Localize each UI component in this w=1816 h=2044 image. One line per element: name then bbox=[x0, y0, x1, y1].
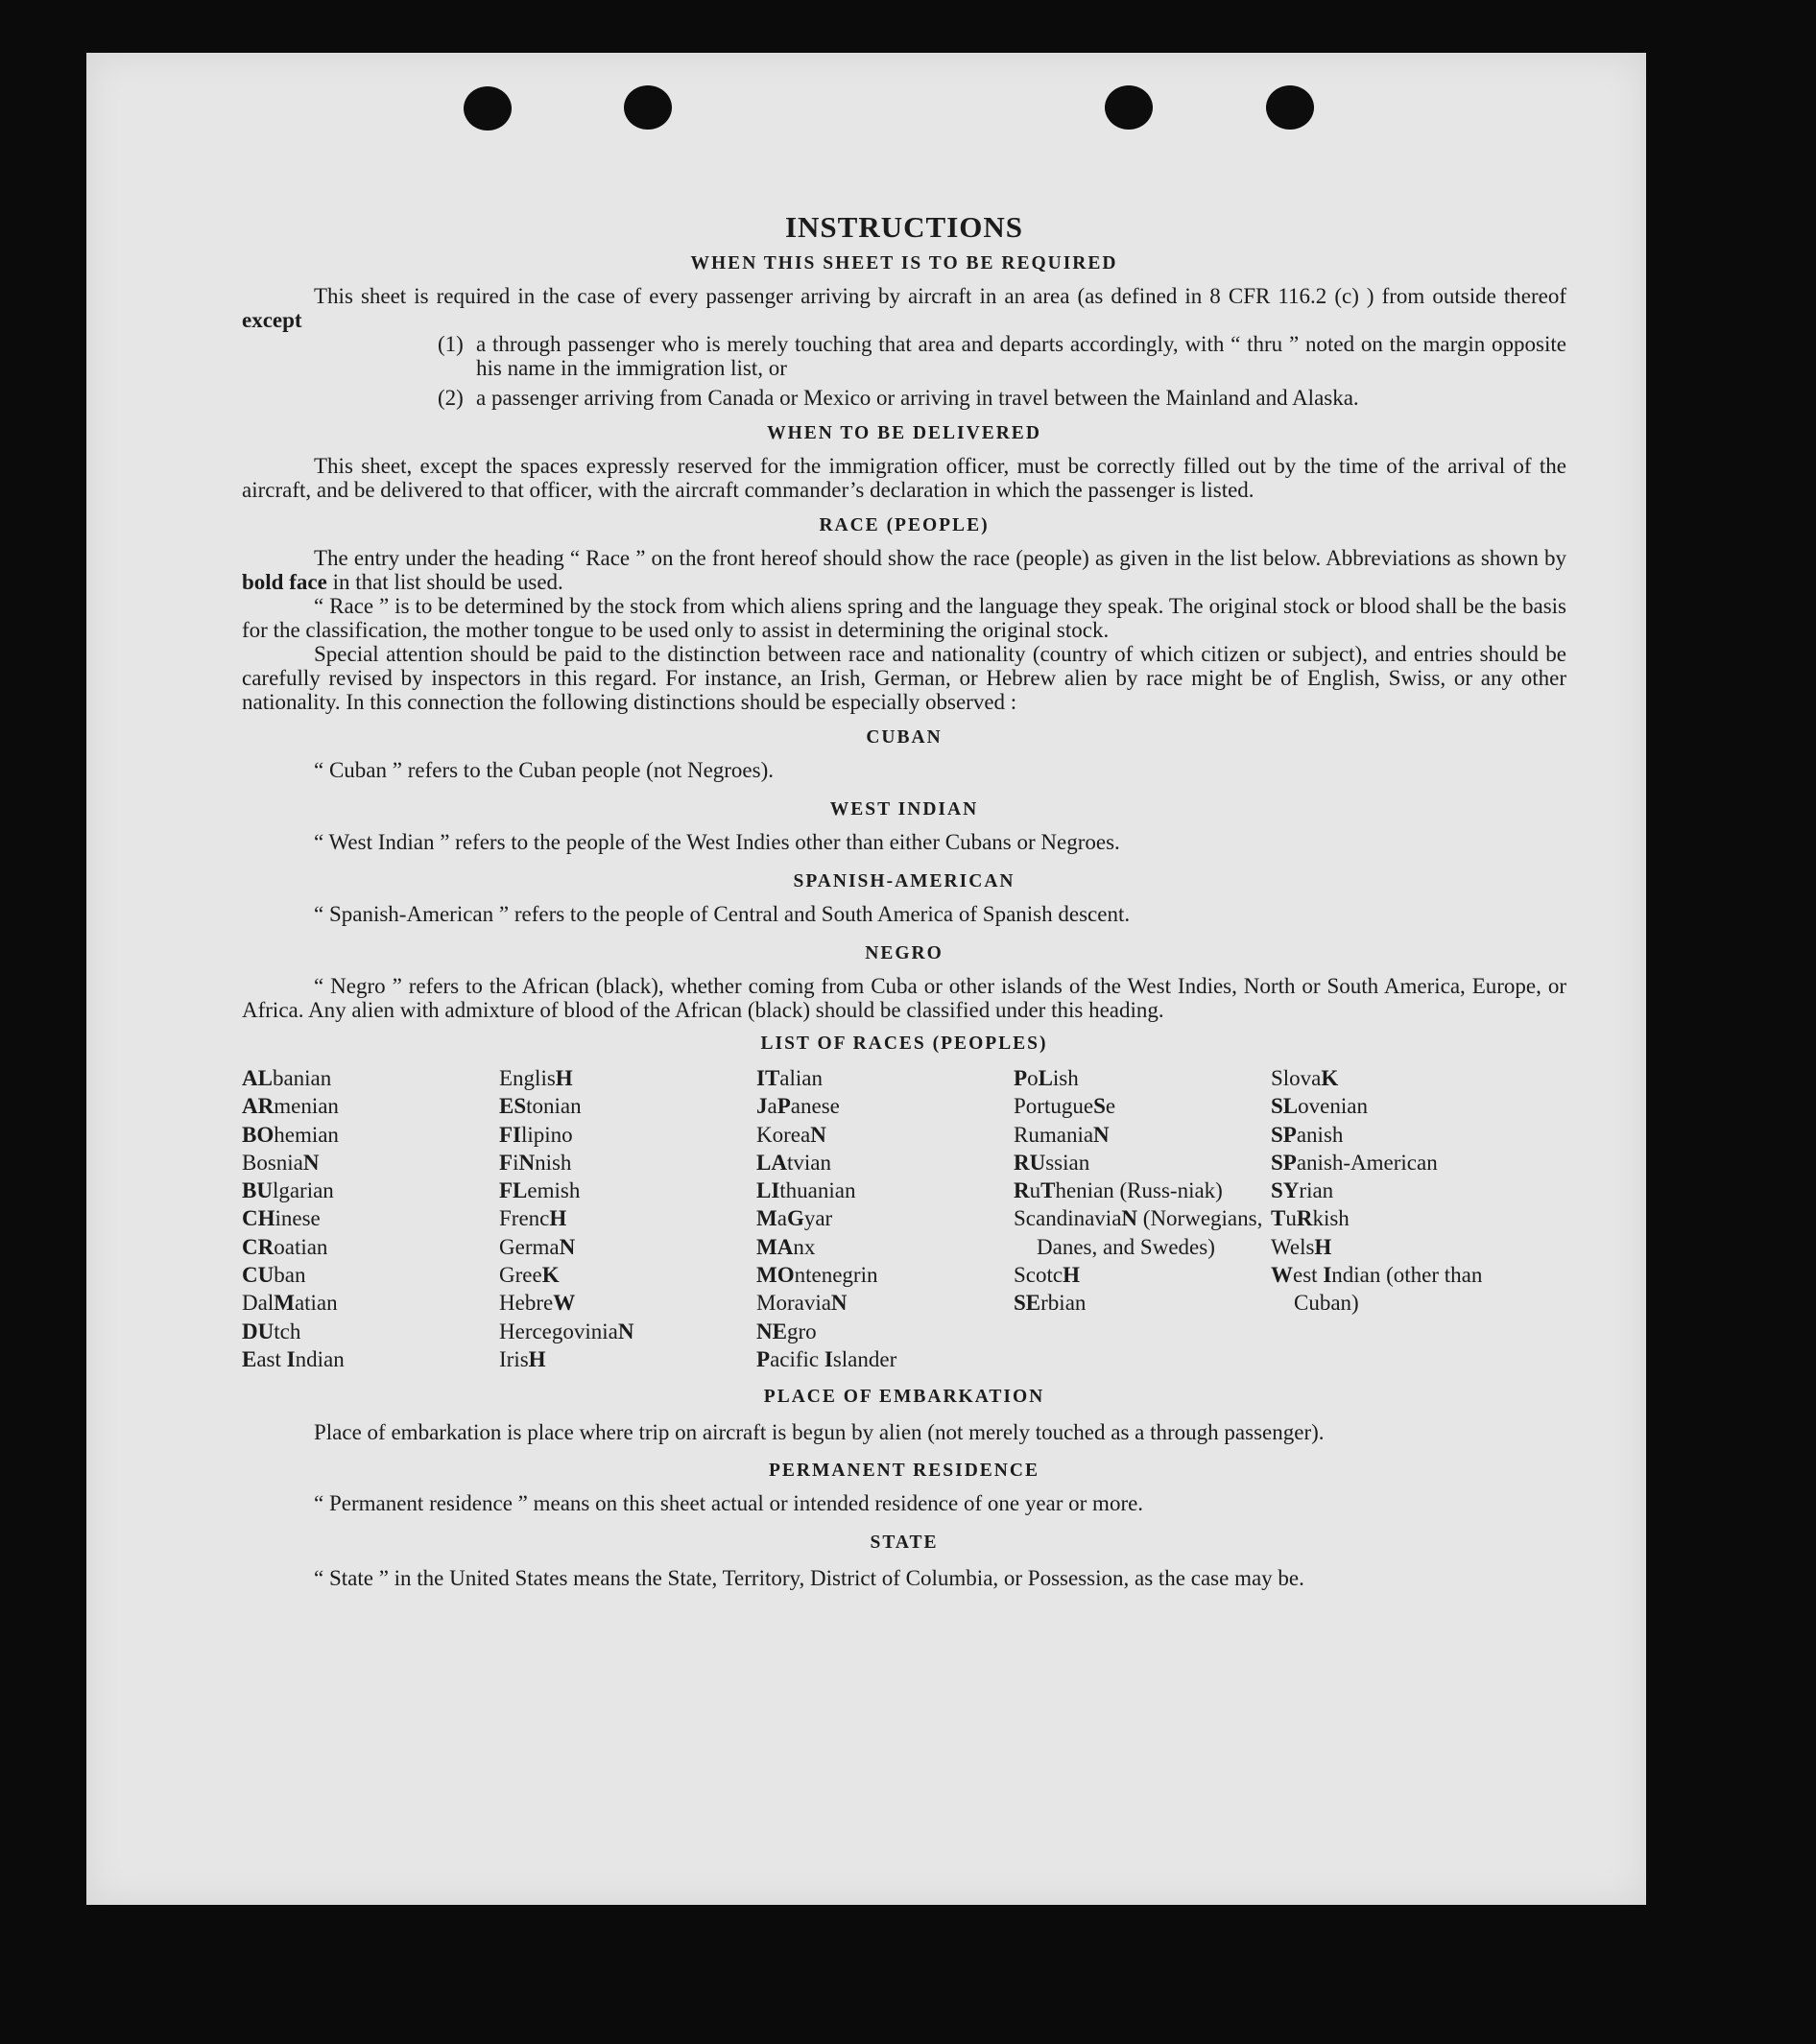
race-entry bbox=[499, 1318, 756, 1345]
race-text: anese bbox=[790, 1094, 840, 1119]
race-abbreviation: FI bbox=[499, 1122, 521, 1147]
race-text: est bbox=[1293, 1263, 1324, 1288]
race-entry bbox=[756, 1233, 1014, 1261]
race-entry bbox=[1014, 1176, 1271, 1204]
race-text: ntenegrin bbox=[794, 1263, 878, 1288]
races-column bbox=[1014, 1064, 1271, 1373]
document-title: INSTRUCTIONS bbox=[784, 210, 1023, 244]
race-abbreviation: S bbox=[1093, 1094, 1106, 1119]
race-text: ssian bbox=[1045, 1150, 1090, 1175]
heading-when-required: WHEN THIS SHEET IS TO BE REQUIRED bbox=[690, 253, 1118, 273]
race-entry bbox=[756, 1345, 1014, 1373]
race-text: rian bbox=[1299, 1178, 1334, 1203]
punch-hole-1 bbox=[464, 86, 512, 131]
race-text: Moravia bbox=[756, 1291, 831, 1316]
race-text: anish-American bbox=[1296, 1150, 1438, 1175]
heading-race: RACE (PEOPLE) bbox=[819, 515, 990, 535]
race-text: (Norwegians, Danes, and Swedes) bbox=[1037, 1206, 1263, 1259]
race-text: ndian bbox=[295, 1346, 345, 1371]
race-abbreviation: K bbox=[541, 1263, 560, 1288]
race-text: rbian bbox=[1040, 1291, 1087, 1316]
race-abbreviation: SP bbox=[1271, 1122, 1297, 1147]
race-abbreviation: SL bbox=[1271, 1094, 1299, 1119]
race-abbreviation: R bbox=[1014, 1178, 1030, 1203]
race-text: o bbox=[1027, 1066, 1039, 1090]
race-abbreviation: MO bbox=[756, 1263, 795, 1288]
race-entry bbox=[499, 1261, 756, 1289]
required-item-1 bbox=[242, 332, 1566, 380]
race-text: atian bbox=[294, 1291, 338, 1316]
race-abbreviation: ES bbox=[499, 1094, 527, 1119]
race-entry bbox=[242, 1204, 499, 1232]
race-text: acific bbox=[770, 1346, 824, 1371]
race-entry bbox=[1014, 1204, 1271, 1261]
race-abbreviation: CR bbox=[242, 1234, 275, 1259]
race-entry bbox=[756, 1092, 1014, 1120]
race-text: Hebre bbox=[499, 1291, 554, 1316]
race-entry bbox=[242, 1176, 499, 1204]
race-entry bbox=[1014, 1149, 1271, 1176]
race-text: ish bbox=[1052, 1066, 1079, 1090]
race-entry bbox=[1271, 1233, 1528, 1261]
race-text: u bbox=[1029, 1178, 1041, 1203]
race-abbreviation: BO bbox=[242, 1122, 275, 1147]
race-abbreviation: LA bbox=[756, 1150, 787, 1175]
race-text: e bbox=[1105, 1094, 1116, 1119]
race-text: ast bbox=[256, 1346, 287, 1371]
race-text: Slova bbox=[1271, 1066, 1322, 1090]
race-entry bbox=[1014, 1289, 1271, 1317]
race-abbreviation: E bbox=[242, 1346, 257, 1371]
race-entry bbox=[499, 1092, 756, 1120]
race-entry bbox=[1014, 1064, 1271, 1092]
item-number: (2) bbox=[438, 386, 464, 410]
race-entry bbox=[242, 1289, 499, 1317]
race-abbreviation: I bbox=[1323, 1263, 1332, 1288]
race-entry bbox=[756, 1064, 1014, 1092]
race-abbreviation: N bbox=[617, 1319, 634, 1343]
race-text: nish bbox=[535, 1150, 572, 1175]
race-paragraph-3: Special attention should be paid to the distinction between race and nationality (country of which citizen or subject), and entries should be carefully revised by inspectors in this regard. For instance, an Irish, German, or Hebrew alien by race might be of English, Swiss, or any other nationality. In this connection the following distinctions should be especially observed : bbox=[242, 642, 1566, 714]
race-entry bbox=[756, 1261, 1014, 1289]
race-entry bbox=[756, 1318, 1014, 1345]
race-entry bbox=[499, 1233, 756, 1261]
race-entry bbox=[1271, 1261, 1528, 1318]
heading-list-of-races: LIST OF RACES (PEOPLES) bbox=[760, 1034, 1048, 1054]
race-text: u bbox=[1285, 1206, 1297, 1231]
race-entry bbox=[242, 1064, 499, 1092]
race-entry bbox=[499, 1176, 756, 1204]
item-number: (1) bbox=[438, 332, 464, 356]
race-text: Scandinavia bbox=[1014, 1206, 1122, 1231]
race-text: yar bbox=[803, 1206, 833, 1231]
race-abbreviation: N bbox=[830, 1291, 848, 1316]
document-page bbox=[86, 53, 1646, 1905]
race-abbreviation: M bbox=[274, 1291, 295, 1316]
race-text: kish bbox=[1312, 1206, 1350, 1231]
race-text: gro bbox=[786, 1319, 817, 1343]
races-column bbox=[756, 1064, 1014, 1373]
race-text: ban bbox=[274, 1263, 306, 1288]
race-text: Bosnia bbox=[242, 1150, 303, 1175]
race-paragraph-2: “ Race ” is to be determined by the stock from which aliens spring and the language they speak. The original stock or blood shall be the basis for the classification, the mother tongue to be used only to assist in determining the original stock. bbox=[242, 594, 1566, 642]
race-abbreviation: FL bbox=[499, 1178, 528, 1203]
race-entry bbox=[499, 1121, 756, 1149]
race-text: lgarian bbox=[272, 1178, 334, 1203]
heading-place-of-embarkation: PLACE OF EMBARKATION bbox=[763, 1387, 1045, 1408]
race-abbreviation: SE bbox=[1014, 1291, 1041, 1316]
race-abbreviation: J bbox=[756, 1094, 768, 1119]
race-abbreviation: K bbox=[1321, 1066, 1339, 1090]
race-abbreviation: T bbox=[1271, 1206, 1286, 1231]
race-text: tvian bbox=[786, 1150, 831, 1175]
race-abbreviation: P bbox=[777, 1094, 791, 1119]
race-abbreviation: H bbox=[549, 1206, 567, 1231]
race-entry bbox=[1271, 1064, 1528, 1092]
heading-when-delivered: WHEN TO BE DELIVERED bbox=[767, 423, 1041, 443]
cuban-text: “ Cuban ” refers to the Cuban people (not Negroes). bbox=[314, 758, 775, 782]
race-entry bbox=[1271, 1092, 1528, 1120]
races-column bbox=[499, 1064, 756, 1373]
spanish-american-text: “ Spanish-American ” refers to the people of Central and South America of Spanish descent. bbox=[314, 902, 1131, 926]
race-text: emish bbox=[527, 1178, 581, 1203]
item-text: a through passenger who is merely touching that area and departs accordingly, with “ thru ” noted on the margin opposite his name in the immigration list, or bbox=[476, 332, 1566, 380]
race-abbreviation: H bbox=[528, 1346, 546, 1371]
punch-hole-2 bbox=[624, 85, 672, 130]
race-abbreviation: H bbox=[555, 1066, 573, 1090]
race-abbreviation: F bbox=[499, 1150, 514, 1175]
race-abbreviation: N bbox=[1093, 1122, 1110, 1147]
heading-negro: NEGRO bbox=[865, 943, 944, 963]
race-text: oatian bbox=[274, 1234, 328, 1259]
race-abbreviation: T bbox=[1040, 1178, 1056, 1203]
residence-text: “ Permanent residence ” means on this sheet actual or intended residence of one year or more. bbox=[314, 1491, 1144, 1516]
race-entry bbox=[1271, 1204, 1528, 1232]
race-abbreviation: N bbox=[1121, 1206, 1138, 1231]
race-abbreviation: N bbox=[302, 1150, 320, 1175]
punch-hole-4 bbox=[1266, 85, 1314, 130]
race-entry bbox=[756, 1121, 1014, 1149]
race-entry bbox=[756, 1289, 1014, 1317]
race-text: hemian bbox=[274, 1122, 339, 1147]
race-text: Iris bbox=[499, 1346, 529, 1371]
punch-hole-3 bbox=[1105, 85, 1153, 130]
race-abbreviation: SP bbox=[1271, 1150, 1297, 1175]
race-entry bbox=[1271, 1176, 1528, 1204]
race-text: Frenc bbox=[499, 1206, 550, 1231]
race-text: Englis bbox=[499, 1066, 556, 1090]
race-text: inese bbox=[275, 1206, 321, 1231]
races-column bbox=[1271, 1064, 1528, 1373]
race-text: thuanian bbox=[779, 1178, 856, 1203]
race-text: Scotc bbox=[1014, 1263, 1063, 1288]
race-entry bbox=[1014, 1261, 1271, 1289]
race-abbreviation: SY bbox=[1271, 1178, 1300, 1203]
race-p1-text-b: in that list should be used. bbox=[326, 570, 563, 594]
required-intro bbox=[242, 284, 1566, 332]
race-abbreviation: R bbox=[1296, 1206, 1313, 1231]
race-entry bbox=[1014, 1121, 1271, 1149]
instructions-content bbox=[242, 211, 1566, 1593]
race-text: a bbox=[777, 1206, 787, 1231]
race-entry bbox=[242, 1092, 499, 1120]
race-abbreviation: W bbox=[1271, 1263, 1293, 1288]
race-text: Hercegovinia bbox=[499, 1319, 618, 1343]
heading-cuban: CUBAN bbox=[866, 727, 943, 748]
race-p1-text-a: The entry under the heading “ Race ” on the front hereof should show the race (people) as given in the list below. Abbreviations as shown by bbox=[314, 546, 1566, 570]
race-text: banian bbox=[272, 1066, 332, 1090]
races-list bbox=[242, 1064, 1566, 1373]
race-abbreviation: L bbox=[1038, 1066, 1053, 1090]
race-text: ndian (other than Cuban) bbox=[1294, 1263, 1483, 1316]
race-text: slander bbox=[832, 1346, 897, 1371]
race-abbreviation: W bbox=[553, 1291, 576, 1316]
race-entry bbox=[1014, 1092, 1271, 1120]
state-text: “ State ” in the United States means the State, Territory, District of Columbia, or Possession, as the case may be. bbox=[314, 1566, 1304, 1591]
race-abbreviation: RU bbox=[1014, 1150, 1046, 1175]
race-abbreviation: I bbox=[286, 1346, 296, 1371]
race-text: menian bbox=[274, 1094, 339, 1119]
race-abbreviation: BU bbox=[242, 1178, 273, 1203]
race-abbreviation: IT bbox=[756, 1066, 780, 1090]
heading-spanish-american: SPANISH-AMERICAN bbox=[793, 871, 1016, 891]
embarkation-text: Place of embarkation is place where trip on aircraft is begun by alien (not merely touched as a through passenger). bbox=[314, 1420, 1325, 1445]
race-text: Dal bbox=[242, 1291, 275, 1316]
race-entry bbox=[242, 1345, 499, 1373]
heading-west-indian: WEST INDIAN bbox=[829, 799, 979, 820]
race-text: lipino bbox=[521, 1122, 573, 1147]
race-entry bbox=[756, 1149, 1014, 1176]
race-text: Wels bbox=[1271, 1234, 1315, 1259]
race-abbreviation: G bbox=[786, 1206, 804, 1231]
race-text: tonian bbox=[526, 1094, 582, 1119]
race-text: ovenian bbox=[1298, 1094, 1368, 1119]
race-entry bbox=[499, 1289, 756, 1317]
race-abbreviation: H bbox=[1314, 1234, 1332, 1259]
race-entry bbox=[242, 1318, 499, 1345]
race-entry bbox=[242, 1233, 499, 1261]
race-entry bbox=[242, 1261, 499, 1289]
race-text: Germa bbox=[499, 1234, 560, 1259]
races-column bbox=[242, 1064, 499, 1373]
race-entry bbox=[499, 1064, 756, 1092]
required-intro-text: This sheet is required in the case of every passenger arriving by aircraft in an area (as defined in 8 CFR 116.2 (c) ) from outside thereof bbox=[314, 284, 1566, 308]
race-entry bbox=[1271, 1149, 1528, 1176]
item-text: a passenger arriving from Canada or Mexico or arriving in travel between the Mainland and Alaska. bbox=[476, 386, 1359, 410]
race-entry bbox=[242, 1149, 499, 1176]
race-entry bbox=[499, 1149, 756, 1176]
race-entry bbox=[756, 1204, 1014, 1232]
heading-state: STATE bbox=[870, 1533, 939, 1554]
negro-text: “ Negro ” refers to the African (black), whether coming from Cuba or other islands of the West Indies, North or South America, Europe, or Africa. Any alien with admixture of blood of the African (black) should be classified under this heading. bbox=[242, 974, 1566, 1022]
race-text: tch bbox=[274, 1319, 301, 1343]
race-entry bbox=[242, 1121, 499, 1149]
race-abbreviation: MA bbox=[756, 1234, 794, 1259]
race-text: a bbox=[767, 1094, 777, 1119]
race-abbreviation: NE bbox=[756, 1319, 787, 1343]
race-abbreviation: H bbox=[1063, 1263, 1080, 1288]
race-abbreviation: P bbox=[756, 1346, 771, 1371]
race-text: anish bbox=[1296, 1122, 1344, 1147]
race-abbreviation: CH bbox=[242, 1206, 275, 1231]
race-abbreviation: N bbox=[518, 1150, 536, 1175]
race-text: henian (Russ-niak) bbox=[1055, 1178, 1223, 1203]
race-paragraph-1 bbox=[242, 546, 1566, 594]
race-abbreviation: CU bbox=[242, 1263, 275, 1288]
race-text: alian bbox=[779, 1066, 823, 1090]
race-abbreviation: M bbox=[756, 1206, 777, 1231]
heading-permanent-residence: PERMANENT RESIDENCE bbox=[769, 1461, 1039, 1482]
race-text: Korea bbox=[756, 1122, 811, 1147]
required-item-2 bbox=[242, 386, 1566, 410]
race-text: nx bbox=[793, 1234, 816, 1259]
race-entry bbox=[756, 1176, 1014, 1204]
race-abbreviation: LI bbox=[756, 1178, 780, 1203]
race-abbreviation: I bbox=[824, 1346, 833, 1371]
delivered-text: This sheet, except the spaces expressly reserved for the immigration officer, must be correctly filled out by the time of the arrival of the aircraft, and be delivered to that officer, with the aircraft commander’s declaration in which the passenger is listed. bbox=[242, 454, 1566, 502]
race-abbreviation: N bbox=[810, 1122, 826, 1147]
west-indian-text: “ West Indian ” refers to the people of the West Indies other than either Cubans or Negroes. bbox=[314, 830, 1120, 854]
race-entry bbox=[1271, 1121, 1528, 1149]
race-entry bbox=[499, 1204, 756, 1232]
required-intro-bold: except bbox=[242, 308, 302, 332]
race-abbreviation: N bbox=[559, 1234, 576, 1259]
race-text: Rumania bbox=[1014, 1122, 1094, 1147]
race-entry bbox=[499, 1345, 756, 1373]
race-abbreviation: P bbox=[1014, 1066, 1028, 1090]
race-p1-bold: bold face bbox=[242, 570, 327, 594]
race-abbreviation: AR bbox=[242, 1094, 275, 1119]
race-abbreviation: DU bbox=[242, 1319, 275, 1343]
race-text: i bbox=[513, 1150, 519, 1175]
race-abbreviation: AL bbox=[242, 1066, 273, 1090]
race-text: Portugue bbox=[1014, 1094, 1094, 1119]
race-text: Gree bbox=[499, 1263, 542, 1288]
